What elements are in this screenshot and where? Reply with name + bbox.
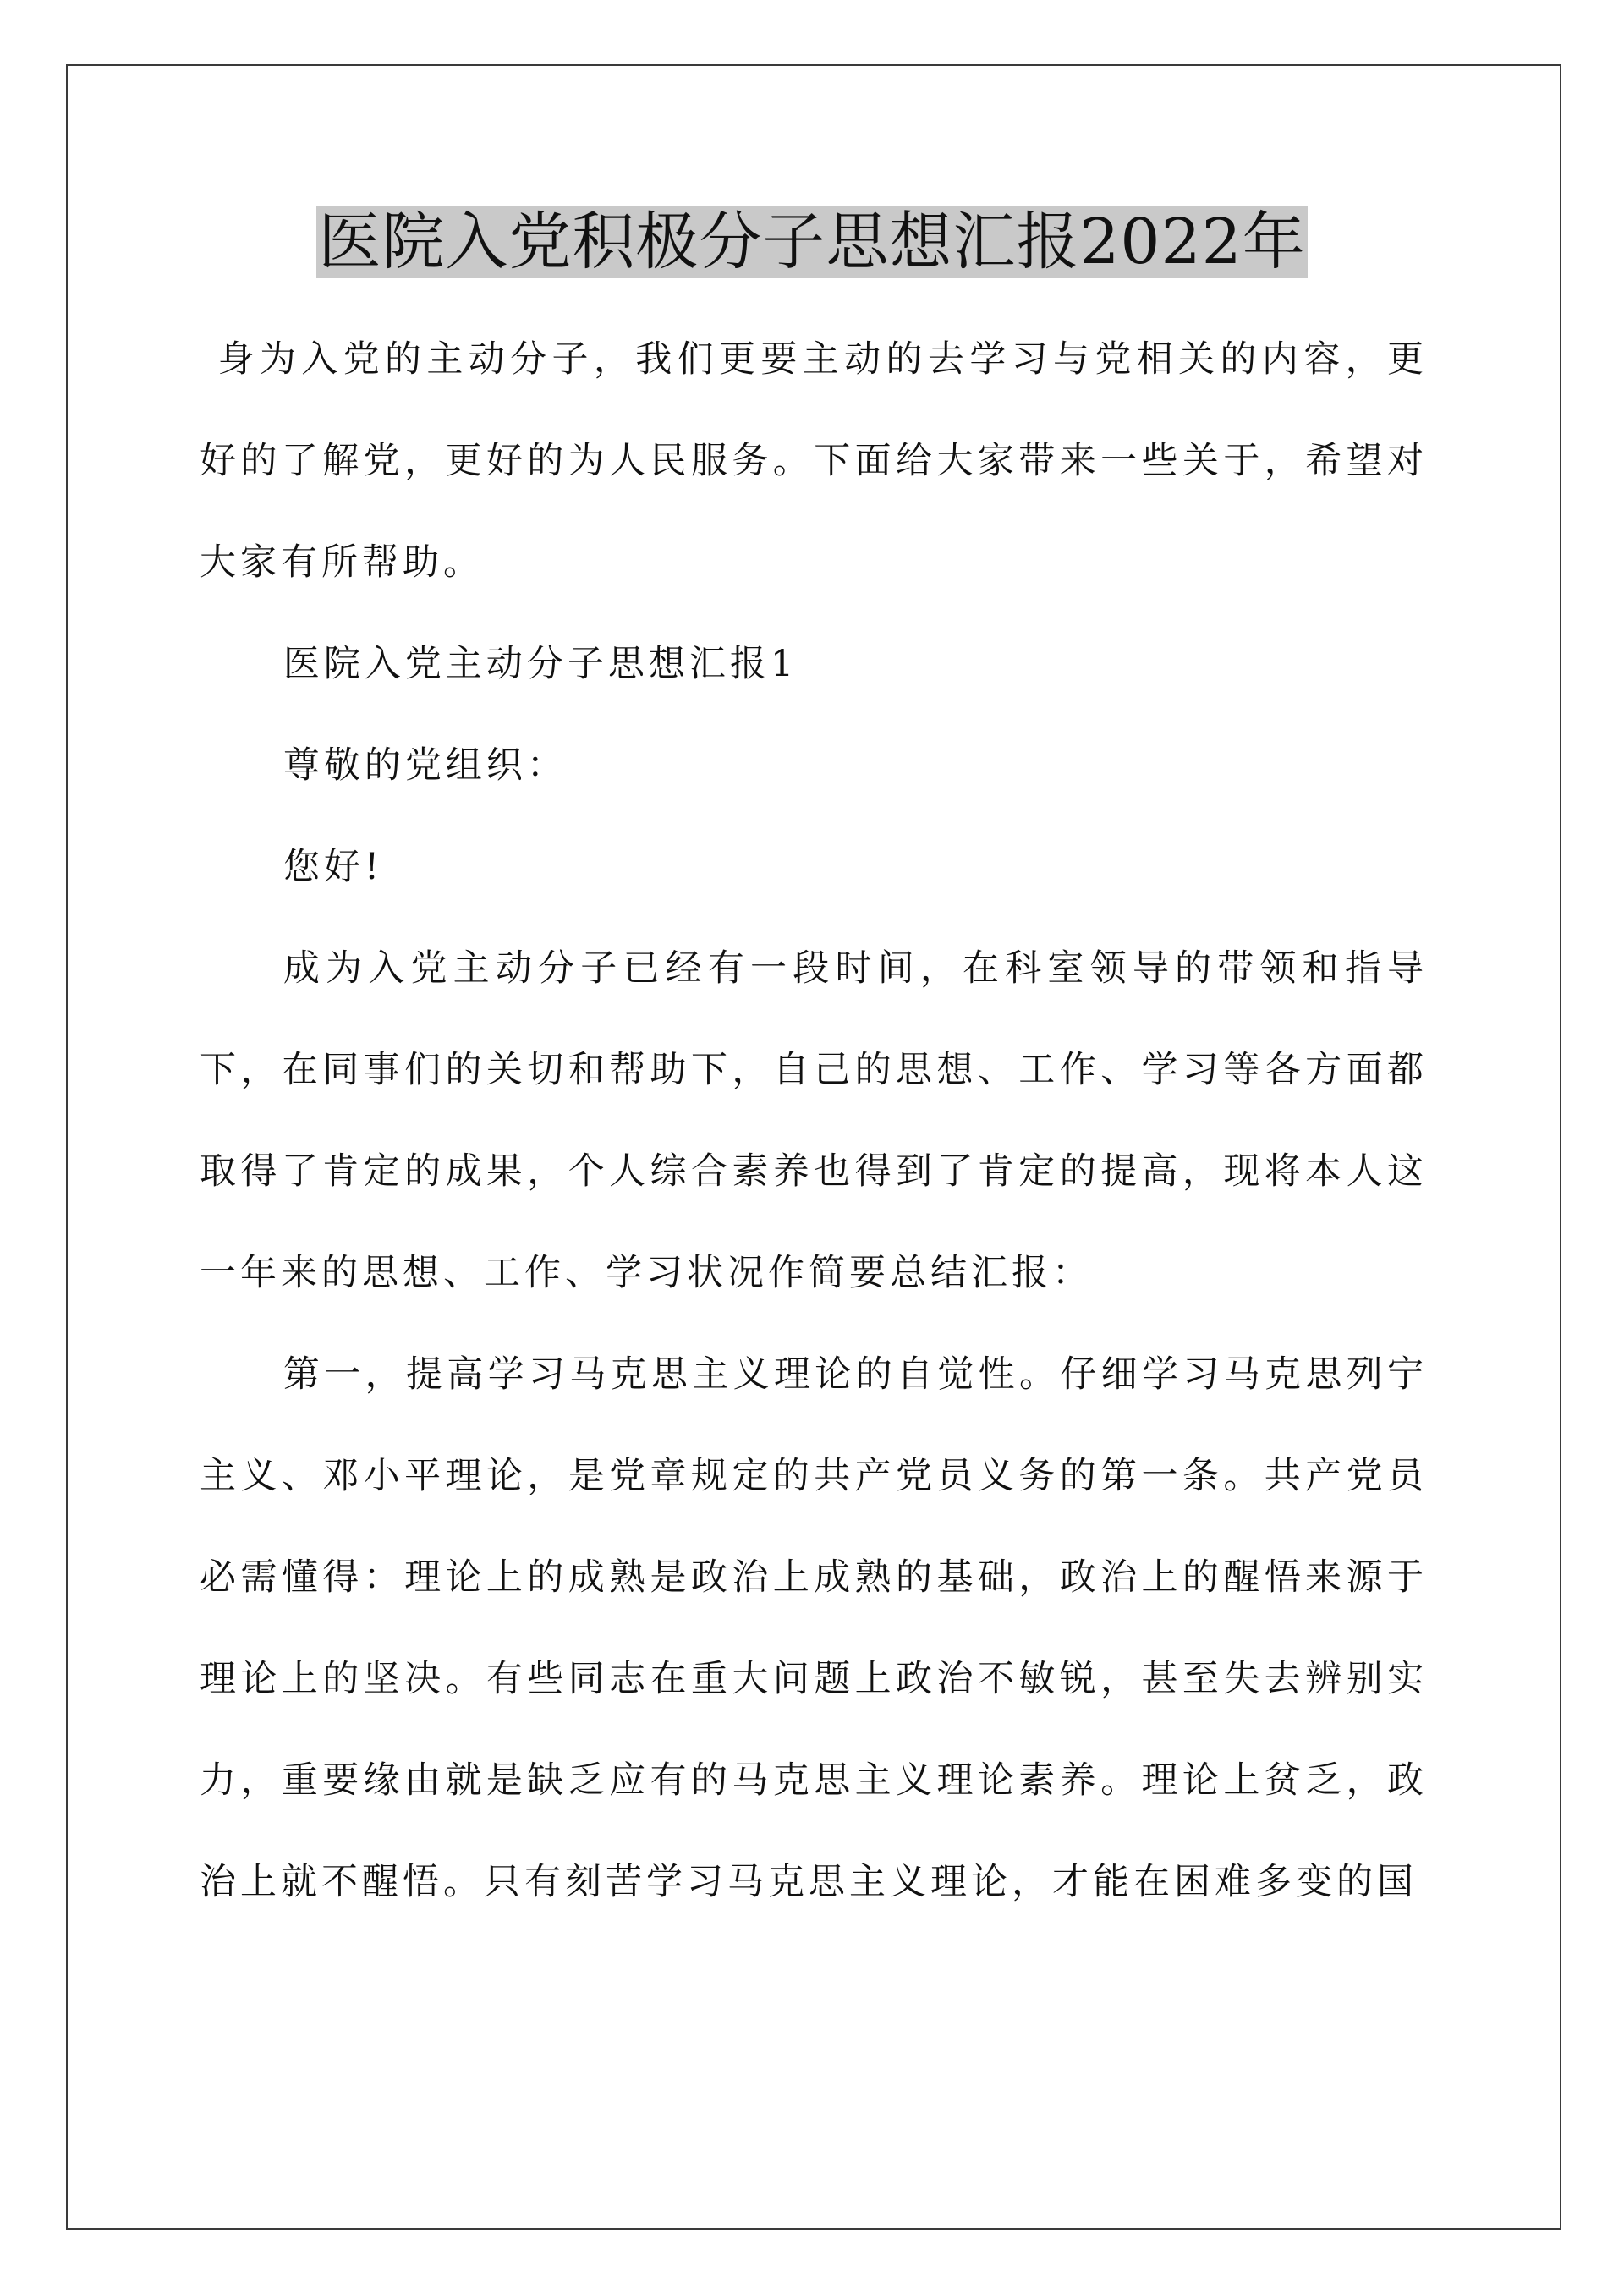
document-body	[200, 309, 1428, 1933]
section-title: 医院入党主动分子思想汇报1	[283, 643, 798, 685]
document-title-container	[0, 201, 1624, 283]
body-paragraph-1: 成为入党主动分子已经有一段时间，在科室领导的带领和指导下，在同事们的关切和帮助下，自己的思想、工作、学习等各方面都取得了肯定的成果，个人综合素养也得到了肯定的提高，现将本人这一年来的思想、工作、学习状况作简要总结汇报：	[200, 947, 1428, 1294]
body-paragraph-2: 第一，提高学习马克思主义理论的自觉性。仔细学习马克思列宁主义、邓小平理论，是党章规定的共产党员义务的第一条。共产党员必需懂得：理论上的成熟是政治上成熟的基础，政治上的醒悟来源于理论上的坚决。有些同志在重大问题上政治不敏锐，甚至失去辨别实力，重要缘由就是缺乏应有的马克思主义理论素养。理论上贫乏，政治上就不醒悟。只有刻苦学习马克思主义理论，才能在困难多变的国	[200, 1353, 1428, 1903]
intro-paragraph: 身为入党的主动分子，我们更要主动的去学习与党相关的内容，更好的了解党，更好的为人民服务。下面给大家带来一些关于，希望对大家有所帮助。	[200, 338, 1428, 584]
document-title: 医院入党积极分子思想汇报2022年	[318, 206, 1306, 278]
salutation: 尊敬的党组织：	[283, 744, 568, 787]
greeting: 您好!	[283, 846, 384, 888]
